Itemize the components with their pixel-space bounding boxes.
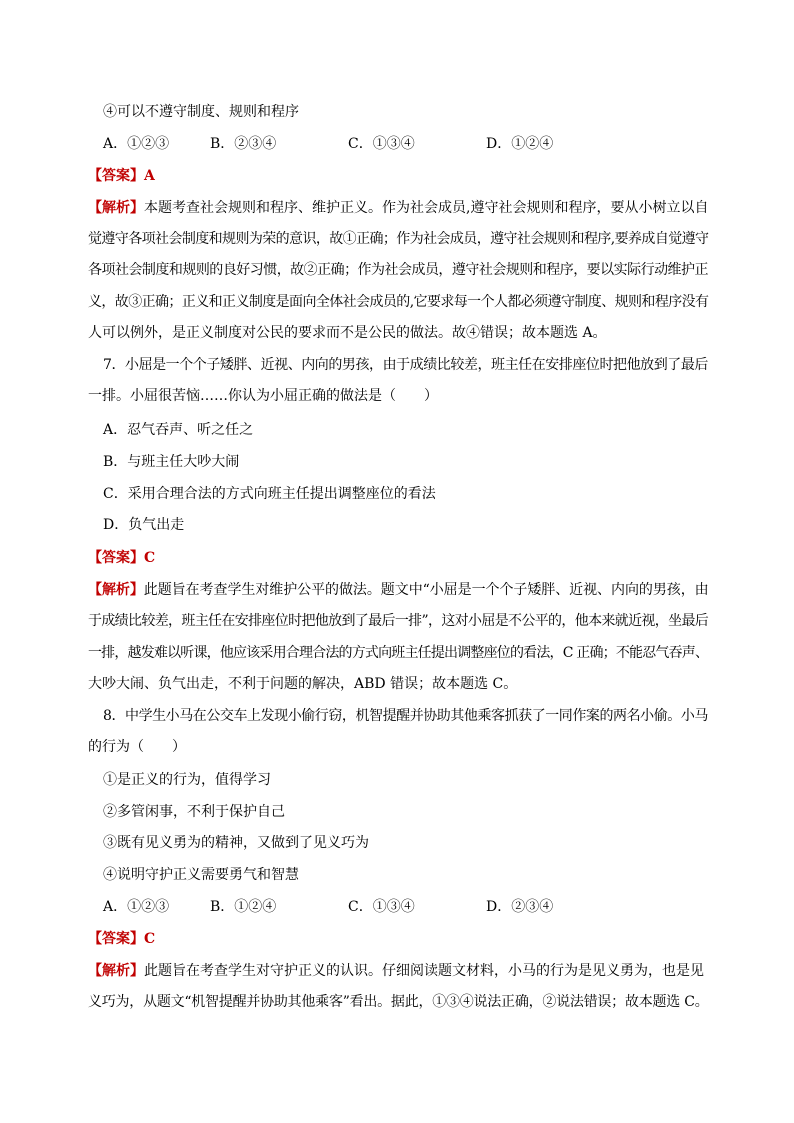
q8-stem-line-1: 8．中学生小马在公交车上发现小偷行窃，机智提醒并协助其他乘客抓获了一同作案的两名小偷。小马 (103, 708, 708, 724)
q8-item-2: ②多管闲事，不利于保护自己 (103, 804, 285, 820)
answer-value: C (144, 550, 156, 566)
q7-analysis-line-3: 一排，越发难以听课，他应该采用合理合法的方式向班主任提出调整座位的看法，C 正确；不能忍气吞声、 (88, 645, 709, 661)
q8-option-a: A．①②③ (103, 899, 170, 915)
q8-item-3: ③既有见义勇为的精神，又做到了见义巧为 (103, 835, 369, 851)
q6-analysis-line-2: 觉遵守各项社会制度和规则为荣的意识，故①正确；作为社会成员，遵守社会规则和程序,要养成自觉遵守 (88, 231, 709, 247)
q8-answer (88, 929, 155, 949)
q6-option-c: C．①③④ (348, 136, 415, 152)
q6-option-d: D．①②④ (486, 136, 554, 152)
q6-answer (88, 166, 155, 186)
q6-option-a: A．①②③ (103, 136, 170, 152)
q7-analysis-line-4: 大吵大闹、负气出走，不利于问题的解决，ABD 错误；故本题选 C。 (88, 676, 518, 692)
q7-option-b: B．与班主任大吵大闹 (103, 454, 240, 470)
q8-item-4: ④说明守护正义需要勇气和智慧 (103, 867, 299, 883)
q8-option-c: C．①③④ (348, 899, 415, 915)
q8-option-b: B．①②④ (210, 899, 277, 915)
analysis-tag: 【解析】 (88, 582, 144, 598)
answer-tag: 【答案】 (88, 168, 144, 184)
answer-tag: 【答案】 (88, 550, 144, 566)
answer-tag: 【答案】 (88, 931, 144, 947)
q6-item-4: ④可以不遵守制度、规则和程序 (103, 104, 299, 120)
analysis-tag: 【解析】 (88, 963, 144, 979)
answer-value: A (144, 168, 155, 184)
q7-stem-line-2: 一排。小屈很苦恼……你认为小屈正确的做法是（ ） (88, 388, 438, 404)
analysis-text: 此题旨在考查学生对维护公平的做法。题文中“小屈是一个个子矮胖、近视、内向的男孩，由 (143, 582, 709, 598)
analysis-text: 此题旨在考查学生对守护正义的认识。仔细阅读题文材料，小马的行为是见义勇为，也是见 (144, 963, 704, 979)
q8-option-d: D．②③④ (486, 899, 554, 915)
q7-option-a: A．忍气吞声、听之任之 (103, 422, 254, 438)
q7-stem-line-1: 7．小屈是一个个子矮胖、近视、内向的男孩，由于成绩比较差，班主任在安排座位时把他放到了最后 (103, 357, 708, 373)
analysis-tag: 【解析】 (88, 200, 144, 216)
q6-analysis-line-5: 人可以例外，是正义制度对公民的要求而不是公民的做法。故④错误；故本题选 A。 (88, 325, 607, 341)
answer-value: C (144, 931, 156, 947)
q6-option-b: B．②③④ (210, 136, 277, 152)
q7-analysis-line-2: 于成绩比较差，班主任在安排座位时把他放到了最后一排”，这对小屈是不公平的，他本来就近视，坐最后 (88, 613, 709, 629)
q7-option-d: D．负气出走 (103, 517, 185, 533)
q7-answer (88, 548, 155, 568)
q7-analysis-line-1 (88, 580, 709, 600)
q6-analysis-line-3: 各项社会制度和规则的良好习惯，故②正确；作为社会成员，遵守社会规则和程序，要以实际行动维护正 (88, 262, 708, 278)
q8-item-1: ①是正义的行为，值得学习 (103, 772, 271, 788)
q8-stem-line-2: 的行为（ ） (88, 739, 186, 755)
q6-analysis-line-1 (88, 198, 708, 218)
q8-analysis-line-1 (88, 961, 704, 981)
q7-option-c: C．采用合理合法的方式向班主任提出调整座位的看法 (103, 486, 436, 502)
q8-analysis-line-2: 义巧为，从题文“机智提醒并协助其他乘客”看出。据此，①③④说法正确，②说法错误；故本题选 C。 (88, 994, 709, 1010)
analysis-text: 本题考查社会规则和程序、维护正义。作为社会成员,遵守社会规则和程序，要从小树立以自 (144, 200, 709, 216)
q6-analysis-line-4: 义，故③正确；正义和正义制度是面向全体社会成员的,它要求每一个人都必须遵守制度、规则和程序没有 (88, 294, 709, 310)
